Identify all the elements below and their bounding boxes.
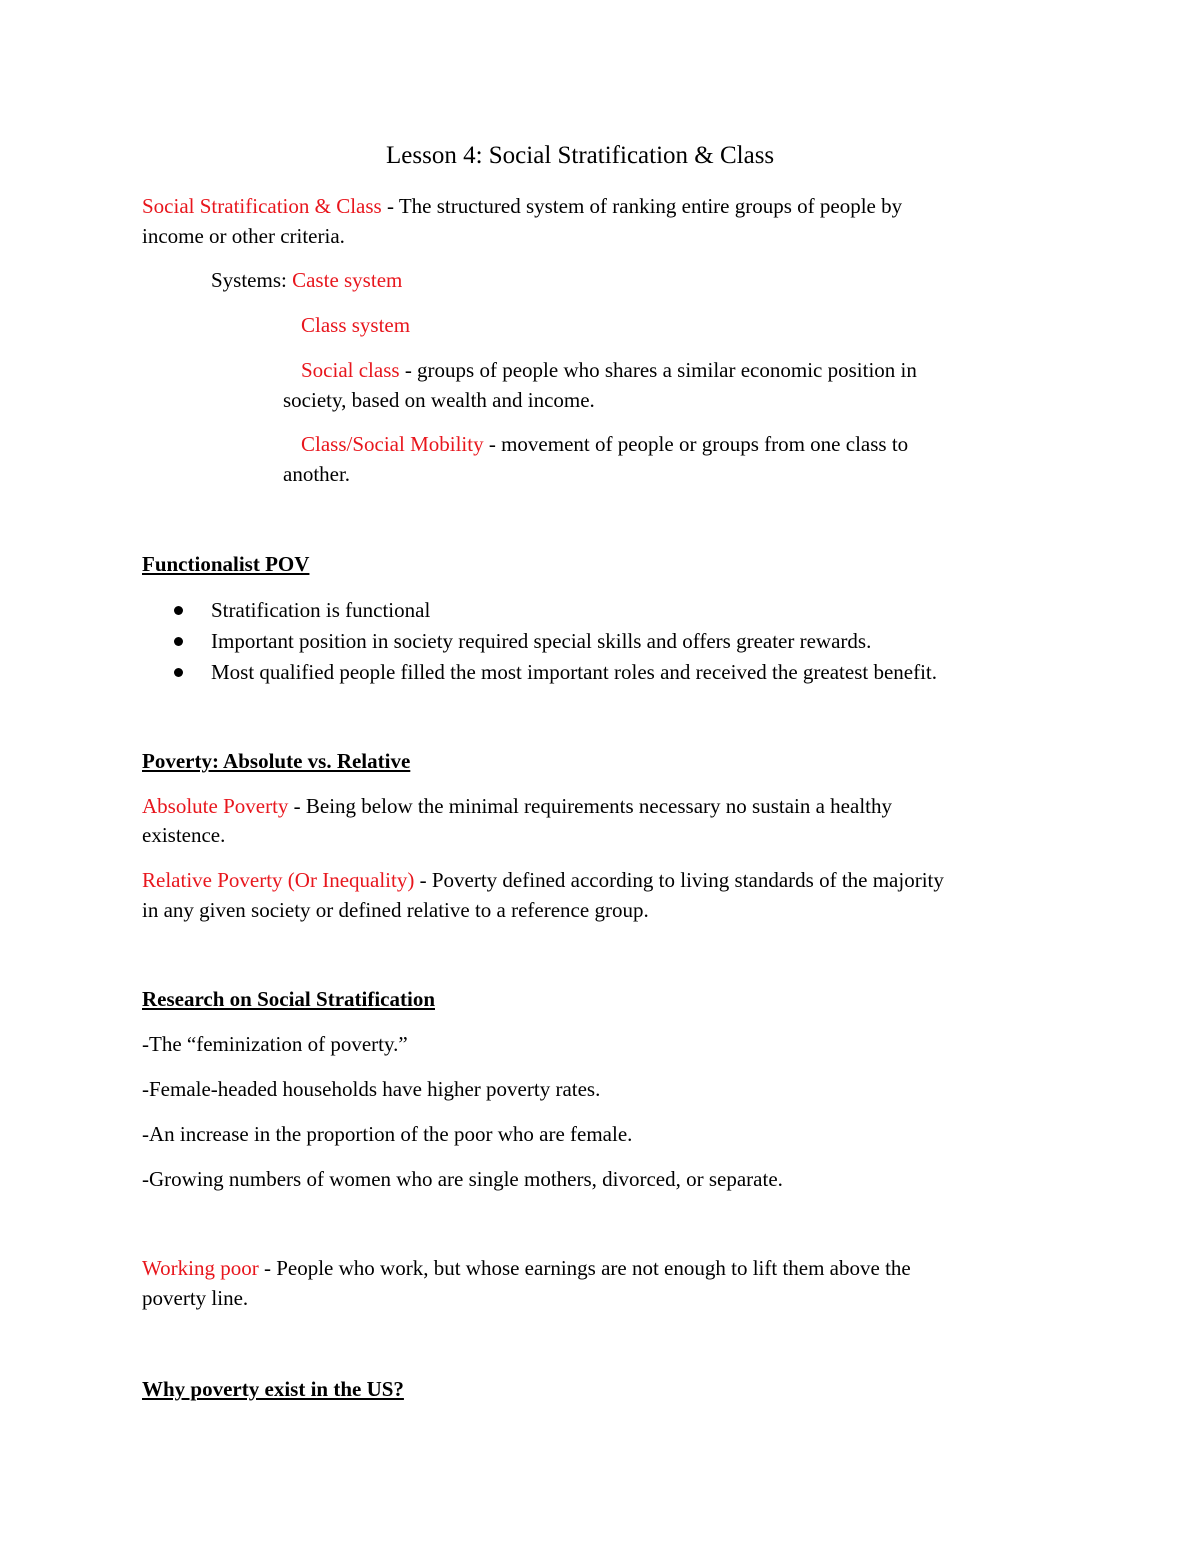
bullet-dot-icon <box>174 606 183 615</box>
absolute-poverty-term: Absolute Poverty <box>142 794 289 818</box>
bullet-dot-icon <box>174 668 183 677</box>
relative-poverty-term: Relative Poverty (Or Inequality) <box>142 868 415 892</box>
poverty-heading: Poverty: Absolute vs. Relative <box>142 749 411 773</box>
absolute-poverty-line-1 <box>142 791 892 821</box>
mobility-definition: - movement of people or groups from one class to <box>483 432 909 456</box>
bullet-text: Stratification is functional <box>211 598 431 622</box>
class-system-term: Class system <box>301 313 411 337</box>
social-class-definition: - groups of people who shares a similar economic position in <box>399 358 917 382</box>
research-heading: Research on Social Stratification <box>142 987 435 1011</box>
research-item: -The “feminization of poverty.” <box>142 1032 408 1056</box>
intro-definition: - The structured system of ranking entire groups of people by <box>381 194 903 218</box>
research-item: -An increase in the proportion of the poor who are female. <box>142 1122 633 1146</box>
absolute-poverty-line-2: existence. <box>142 823 226 847</box>
functionalist-heading: Functionalist POV <box>142 552 310 576</box>
working-poor-line-1 <box>142 1253 911 1283</box>
mobility-line-1 <box>301 429 908 459</box>
social-class-line-2: society, based on wealth and income. <box>283 388 595 412</box>
bullet-text: Important position in society required special skills and offers greater rewards. <box>211 629 872 653</box>
research-item: -Growing numbers of women who are single mothers, divorced, or separate. <box>142 1167 783 1191</box>
bullet-dot-icon <box>174 637 183 646</box>
relative-poverty-definition: - Poverty defined according to living standards of the majority <box>414 868 944 892</box>
systems-line <box>211 265 402 295</box>
page-title: Lesson 4: Social Stratification & Class <box>386 142 775 169</box>
working-poor-definition: - People who work, but whose earnings are not enough to lift them above the <box>258 1256 911 1280</box>
why-poverty-heading: Why poverty exist in the US? <box>142 1377 404 1401</box>
relative-poverty-line-1 <box>142 865 944 895</box>
systems-label: Systems: <box>211 268 293 292</box>
mobility-line-2: another. <box>283 462 351 486</box>
mobility-term: Class/Social Mobility <box>301 432 484 456</box>
working-poor-term: Working poor <box>142 1256 259 1280</box>
intro-line-1 <box>142 191 902 221</box>
relative-poverty-line-2: in any given society or defined relative to a reference group. <box>142 898 649 922</box>
absolute-poverty-definition: - Being below the minimal requirements necessary no sustain a healthy <box>288 794 892 818</box>
social-class-term: Social class <box>301 358 400 382</box>
research-item: -Female-headed households have higher poverty rates. <box>142 1077 601 1101</box>
intro-line-2: income or other criteria. <box>142 224 345 248</box>
working-poor-line-2: poverty line. <box>142 1286 249 1310</box>
caste-system-term: Caste system <box>292 268 403 292</box>
intro-term: Social Stratification & Class <box>142 194 382 218</box>
social-class-line-1 <box>301 355 917 385</box>
bullet-item <box>142 595 1142 625</box>
bullet-item <box>142 626 1142 656</box>
bullet-item <box>142 657 1142 687</box>
bullet-text: Most qualified people filled the most important roles and received the greatest benefit. <box>211 660 938 684</box>
